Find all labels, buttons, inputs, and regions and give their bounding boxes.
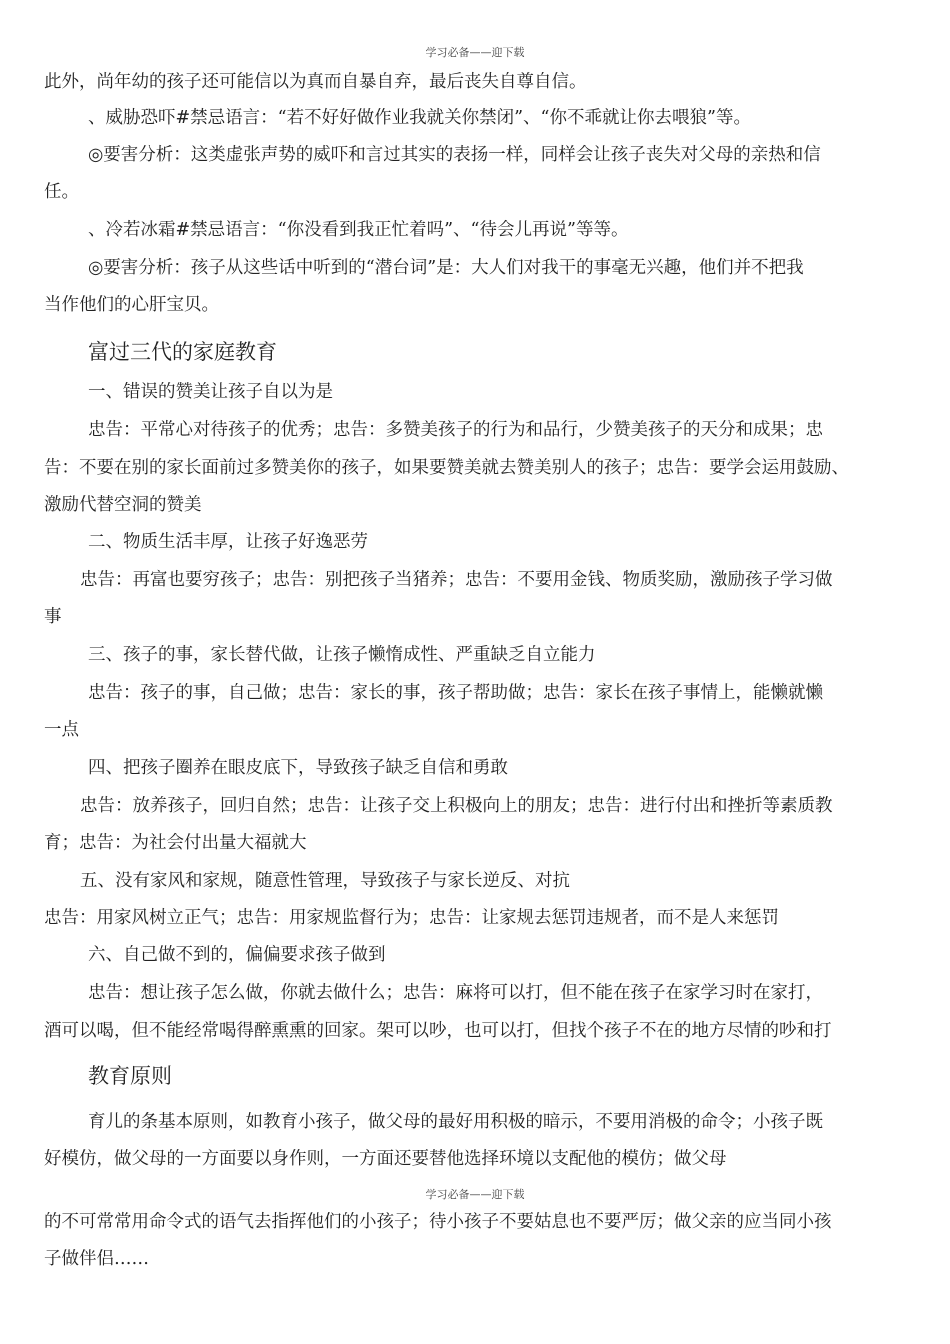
paragraph-line: 一点: [44, 720, 79, 740]
paragraph-line: 、冷若冰霜#禁忌语言：“你没看到我正忙着吗”、“待会儿再说”等等。: [88, 220, 629, 240]
paragraph-line: 告：不要在别的家长面前过多赞美你的孩子，如果要赞美就去赞美别人的孩子；忠告：要学会运用鼓励、: [44, 458, 849, 478]
list-heading: 三、孩子的事，家长替代做，让孩子懒惰成性、严重缺乏自立能力: [88, 645, 596, 665]
list-heading: 六、自己做不到的，偏偏要求孩子做到: [88, 945, 386, 965]
list-heading: 一、错误的赞美让孩子自以为是: [88, 382, 333, 402]
paragraph-line: 的不可常常用命令式的语气去指挥他们的小孩子；待小孩子不要姑息也不要严厉；做父亲的应当同小孩: [44, 1212, 832, 1232]
page-header: 学习必备——迎下载: [425, 46, 525, 59]
list-heading: 二、物质生活丰厚，让孩子好逸恶劳: [88, 532, 368, 552]
paragraph-line: 事: [44, 607, 62, 627]
paragraph-line: 忠告：再富也要穷孩子；忠告：别把孩子当猪养；忠告：不要用金钱、物质奖励，激励孩子学习做: [80, 570, 833, 590]
paragraph-line: 酒可以喝，但不能经常喝得醉熏熏的回家。架可以吵，也可以打，但找个孩子不在的地方尽情的吵和打: [44, 1021, 832, 1041]
paragraph-line: 此外，尚年幼的孩子还可能信以为真而自暴自弃，最后丧失自尊自信。: [44, 72, 587, 92]
page-header: 学习必备——迎下载: [425, 1188, 525, 1201]
paragraph-line: 、威胁恐吓#禁忌语言：“若不好好做作业我就关你禁闭”、“你不乖就让你去喂狼”等。: [88, 108, 751, 128]
section-heading: 富过三代的家庭教育: [88, 340, 277, 364]
paragraph-line: 忠告：平常心对待孩子的优秀；忠告：多赞美孩子的行为和品行，少赞美孩子的天分和成果；忠: [88, 420, 823, 440]
paragraph-line: 忠告：孩子的事，自己做；忠告：家长的事，孩子帮助做；忠告：家长在孩子事情上，能懒就懒: [88, 683, 823, 703]
paragraph-line: 忠告：用家风树立正气；忠告：用家规监督行为；忠告：让家规去惩罚违规者，而不是人来惩罚: [44, 908, 779, 928]
paragraph-line: 育儿的条基本原则，如教育小孩子，做父母的最好用积极的暗示，不要用消极的命令；小孩子既: [88, 1112, 823, 1132]
paragraph-line: 忠告：放养孩子，回归自然；忠告：让孩子交上积极向上的朋友；忠告：进行付出和挫折等素质教: [80, 796, 833, 816]
paragraph-line: 子做伴侣……: [44, 1249, 149, 1269]
list-heading: 四、把孩子圈养在眼皮底下，导致孩子缺乏自信和勇敢: [88, 758, 508, 778]
list-heading: 五、没有家风和家规，随意性管理，导致孩子与家长逆反、对抗: [80, 871, 570, 891]
section-heading: 教育原则: [88, 1064, 172, 1088]
paragraph-line: 好模仿，做父母的一方面要以身作则，一方面还要替他选择环境以支配他的模仿；做父母: [44, 1149, 727, 1169]
paragraph-line: 育；忠告：为社会付出量大福就大: [44, 833, 307, 853]
paragraph-line: ◎要害分析：这类虚张声势的威吓和言过其实的表扬一样，同样会让孩子丧失对父母的亲热和信: [88, 145, 821, 165]
paragraph-line: 激励代替空洞的赞美: [44, 495, 202, 515]
paragraph-line: 当作他们的心肝宝贝。: [44, 295, 219, 315]
paragraph-line: 任。: [44, 182, 79, 202]
paragraph-line: 忠告：想让孩子怎么做，你就去做什么；忠告：麻将可以打，但不能在孩子在家学习时在家打，: [88, 983, 823, 1003]
paragraph-line: ◎要害分析：孩子从这些话中听到的“潜台词”是：大人们对我干的事毫无兴趣，他们并不把我: [88, 258, 804, 278]
